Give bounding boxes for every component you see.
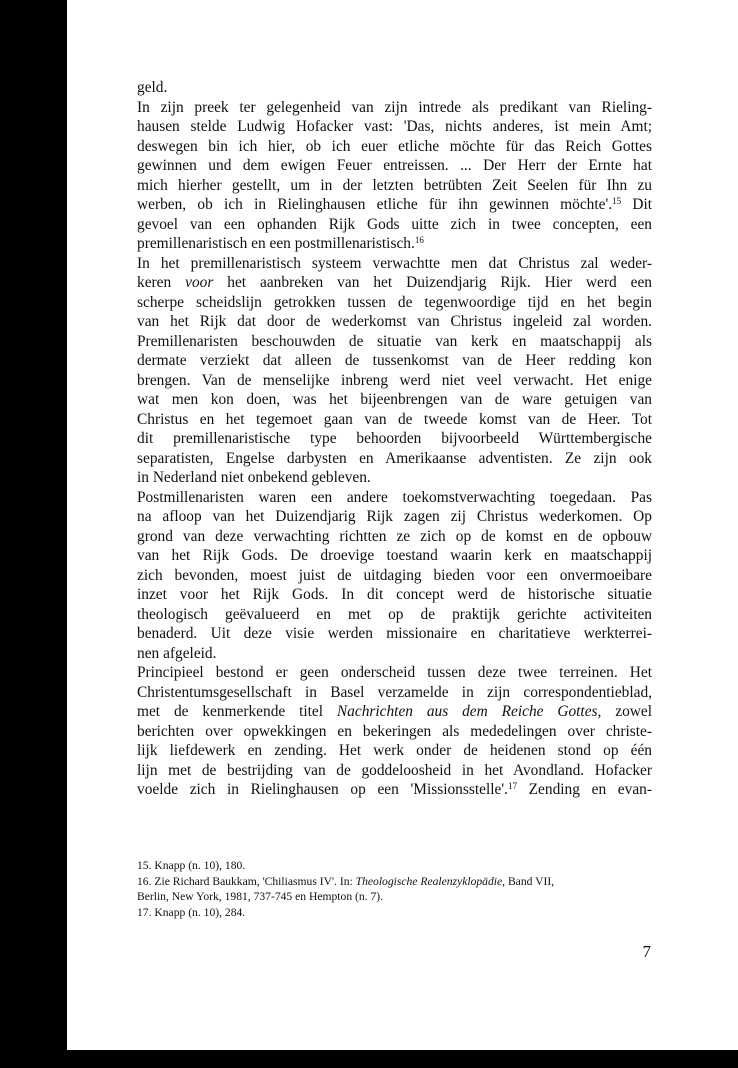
text-line: zich bevonden, moest juist de uitdaging bieden voor een onvermoeibare [137,566,652,584]
text-line: dit premillenaristische type behoorden bijvoorbeeld Württembergische [137,430,652,447]
footnote-17: 17. Knapp (n. 10), 284. [137,905,246,919]
text-line: lijn met de bestrijding van de goddeloosheid in het Avondland. Hofacker [137,761,652,779]
text-line: theologisch geëvalueerd en met op de praktijk gerichte activiteiten [137,605,652,623]
emphasis: voor [185,274,214,291]
text-line: Premillenaristen beschouwden de situatie van kerk en maatschappij als [137,332,652,350]
footnote-ref: 16 [414,235,424,245]
footnote-ref: 17 [507,781,517,791]
text-line: Postmillenaristen waren een andere toekomstverwachting toegedaan. Pas [137,488,652,506]
text-line: van het Rijk Gods. De droevige toestand waarin kerk en maatschappij [137,547,652,564]
text-line: wat men kon doen, was het bijeenbrengen van de ware getuigen van [137,391,652,408]
text-line: deswegen bin ich hier, ob ich euer etliche möchte für das Reich Gottes [137,137,652,155]
text-line: werben, ob ich in Rielinghausen etliche für ihn gewinnen möchte'.$^{15}$ Dit [137,196,653,213]
text-line: gevoel van een ophanden Rijk Gods uitte zich in twee concepten, een [137,215,652,233]
text-line: in Nederland niet onbekend gebleven. [137,469,371,486]
periodical-title: Nachrichten aus dem Reiche Gottes [336,703,598,720]
text-line: In zijn preek ter gelegenheid van zijn intrede als predikant van Rieling- [137,98,652,116]
text-line: grond van deze verwachting richtten ze zich op de komst en de opbouw [137,527,652,545]
text-line: mich hierher gestellt, um in der letzten betrübten Zeit Seelen für Ihn zu [137,176,652,194]
text-line: hausen stelde Ludwig Hofacker vast: 'Das, nichts anderes, ist mein Amt; [137,118,652,135]
text-line: geld. [137,79,168,96]
text-line: lijk liefdewerk en zending. Het werk onder de heidenen stond op één [137,742,652,759]
text-line: inzet voor het Rijk Gods. In dit concept werd de historische situatie [137,586,652,603]
scan-edge-left [0,0,67,1068]
footnote-15: 15. Knapp (n. 10), 180. [137,859,246,872]
footnotes [137,858,652,920]
text-line: na afloop van het Duizendjarig Rijk zagen zij Christus wederkomen. Op [137,508,652,525]
text-line: benaderd. Uit deze visie werden missionaire en charitatieve werkterrei- [137,625,652,642]
text-line: scherpe scheidslijn getrokken tussen de tegenwoordige tijd en het begin [137,293,652,311]
text-line: nen afgeleid. [137,644,217,662]
reference-title: Theologische Realenzyklopädie [355,874,503,888]
footnote-16-continued: Berlin, New York, 1981, 737-745 en Hempton (n. 7). [137,890,384,904]
text-line: keren voor het aanbreken van het Duizendjarig Rijk. Hier werd een [137,274,652,291]
text-line: met de kenmerkende titel Nachrichten aus dem Reiche Gottes, zowel [137,703,652,720]
text-line: In het premillenaristisch systeem verwachtte men dat Christus zal weder- [137,254,652,272]
text-line: Principieel bestond er geen onderscheid tussen deze twee terreinen. Het [137,664,652,681]
text-line: gewinnen und dem ewigen Feuer entreissen. ... Der Herr der Ernte hat [137,157,652,174]
footnote-ref: 15 [612,196,622,206]
page-number: 7 [642,942,651,961]
scan-edge-bottom [0,1050,738,1068]
text-line: dermate verziekt dat alleen de tussenkomst van de Heer redding kon [137,352,652,369]
text-line: brengen. Van de menselijke inbreng werd niet veel verwacht. Het enige [137,371,652,389]
text-line: van het Rijk dat door de wederkomst van Christus ingeleid zal worden. [137,313,652,330]
text-line: premillenaristisch en een postmillenaristisch.$^{16}$ [137,235,424,252]
text-line: Christus en het tegemoet gaan van de tweede komst van de Heer. Tot [137,410,652,428]
text-line: separatisten, Engelse darbysten en Amerikaanse adventisten. Ze zijn ook [137,449,652,467]
body-text [137,78,652,800]
text-line: berichten over opwekkingen en bekeringen als mededelingen over christe- [137,722,652,740]
text-line: Christentumsgesellschaft in Basel verzamelde in zijn correspondentieblad, [137,683,652,701]
footnote-16: 16. Zie Richard Baukkam, 'Chiliasmus IV'. In: Theologische Realenzyklopädie, Band VII, [137,874,555,888]
text-line: voelde zich in Rielinghausen op een 'Missionsstelle'.$^{17}$ Zending en evan- [137,781,652,798]
